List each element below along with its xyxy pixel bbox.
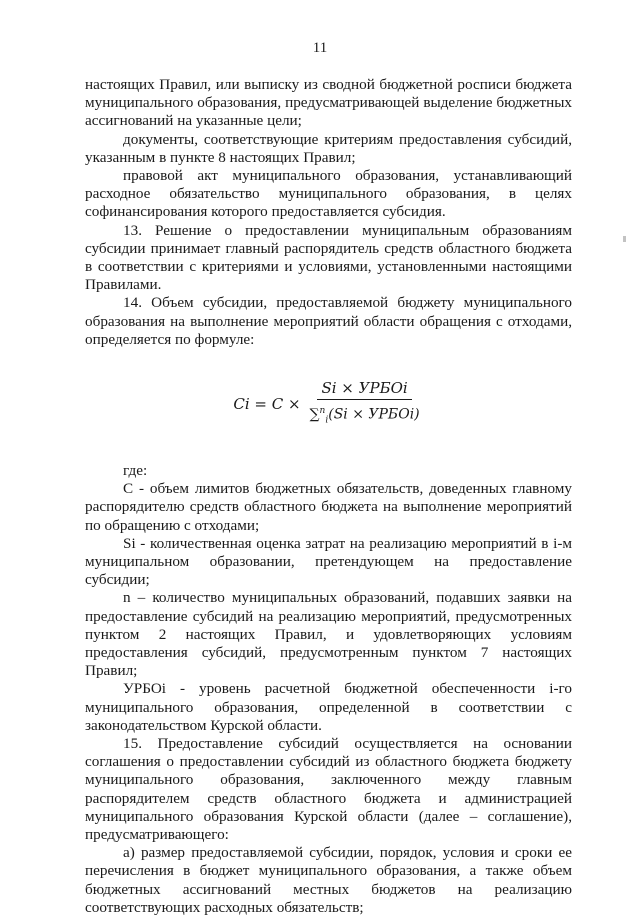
paragraph: а) размер предоставляемой субсидии, порядок, условия и сроки ее перечисления в бюджет муниципального образования, а также объем бюджетных ассигнований местных бюджетов на реализацию соответствующих расходных обязательств; [85, 844, 572, 916]
paragraph: настоящих Правил, или выписку из сводной бюджетной росписи бюджета муниципального образования, предусматривающей выделение бюджетных ассигнований на указанные цели; [85, 76, 572, 130]
scan-artifact-mark [623, 236, 626, 242]
formula-denominator [306, 400, 424, 430]
paragraph: документы, соответствующие критериям предоставления субсидий, указанным в пункте 8 настоящих Правил; [85, 130, 572, 166]
paragraph: 13. Решение о предоставлении муниципальным образованиям субсидии принимает главный распорядитель средств областного бюджета в соответствии с критериями и условиями, установленными настоящими Правилами. [85, 221, 572, 294]
paragraph: 15. Предоставление субсидий осуществляется на основании соглашения о предоставлении субсидий из областного бюджета бюджету муниципального образования, заключенного между главным распорядителем средств областного бюджета и администрацией муниципального образования Курской области (далее – соглашение), предусматривающего: [85, 734, 572, 843]
formula-denominator-body: (Si × УРБОi) [328, 406, 420, 423]
sum-upper-limit: n [319, 406, 326, 417]
paragraph: С - объем лимитов бюджетных обязательств, доведенных главному распорядителю средств областного бюджета на выполнение мероприятий по обращению с отходами; [85, 480, 572, 534]
formula-lhs: Ci = C × [233, 395, 301, 414]
formula-fraction [306, 379, 424, 430]
paragraph: n – количество муниципальных образований, подавших заявки на предоставление субсидий на реализацию мероприятий, предусмотренных пунктом 2 настоящих Правил, и удовлетворяющих условиям предоставления субсидий, предусмотренным пунктом 7 настоящих Правил; [85, 589, 572, 680]
paragraph: Si - количественная оценка затрат на реализацию мероприятий в i-м муниципальном образовании, претендующем на предоставление субсидии; [85, 534, 572, 589]
paragraph: правовой акт муниципального образования, устанавливающий расходное обязательство муниципального образования, в целях софинансирования которого предоставляется субсидия. [85, 167, 572, 221]
formula-numerator: Si × УРБОi [317, 379, 411, 400]
sum-index: i [325, 415, 329, 426]
subsidy-formula [85, 379, 572, 430]
sum-symbol: ∑ [309, 406, 320, 423]
document-body [85, 76, 572, 917]
paragraph: УРБОi - уровень расчетной бюджетной обеспеченности i-го муниципального образования, определенной в соответствии с законодательством Курской области. [85, 680, 572, 734]
page-number: 11 [312, 40, 328, 56]
paragraph: 14. Объем субсидии, предоставляемой бюджету муниципального образования на выполнение мероприятий области обращения с отходами, определяется по формуле: [85, 294, 572, 348]
paragraph: где: [123, 461, 148, 479]
